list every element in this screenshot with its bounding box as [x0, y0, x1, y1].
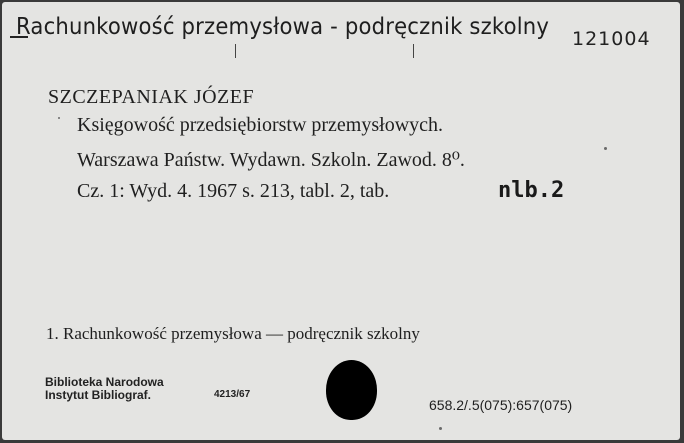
handwritten-number: 121004 — [572, 28, 651, 50]
speck — [604, 147, 607, 150]
author: SZCZEPANIAK JÓZEF — [48, 86, 255, 108]
speck — [58, 117, 60, 119]
udc-classification: 658.2/.5(075):657(075) — [429, 397, 573, 413]
imprint: Warszawa Państw. Wydawn. Szkoln. Zawod. 8⁰. — [77, 149, 465, 171]
tick-mark — [413, 44, 414, 58]
shelfmark: nlb.2 — [498, 178, 565, 203]
punch-hole — [326, 360, 377, 420]
subject-heading: 1. Rachunkowość przemysłowa — podręcznik szkolny — [46, 324, 420, 343]
speck — [439, 427, 442, 430]
library-institute: Instytut Bibliograf. — [45, 388, 151, 402]
library-imprint — [45, 376, 164, 402]
tick-mark — [235, 44, 236, 58]
handwritten-heading: Rachunkowość przemysłowa - podręcznik szkolny — [16, 14, 550, 40]
library-name: Biblioteka Narodowa — [45, 375, 164, 389]
title: Księgowość przedsiębiorstw przemysłowych. — [77, 114, 444, 136]
catalog-card — [2, 2, 680, 440]
print-code: 4213/67 — [214, 389, 251, 400]
edition-line: Cz. 1: Wyd. 4. 1967 s. 213, tabl. 2, tab. — [77, 180, 390, 202]
